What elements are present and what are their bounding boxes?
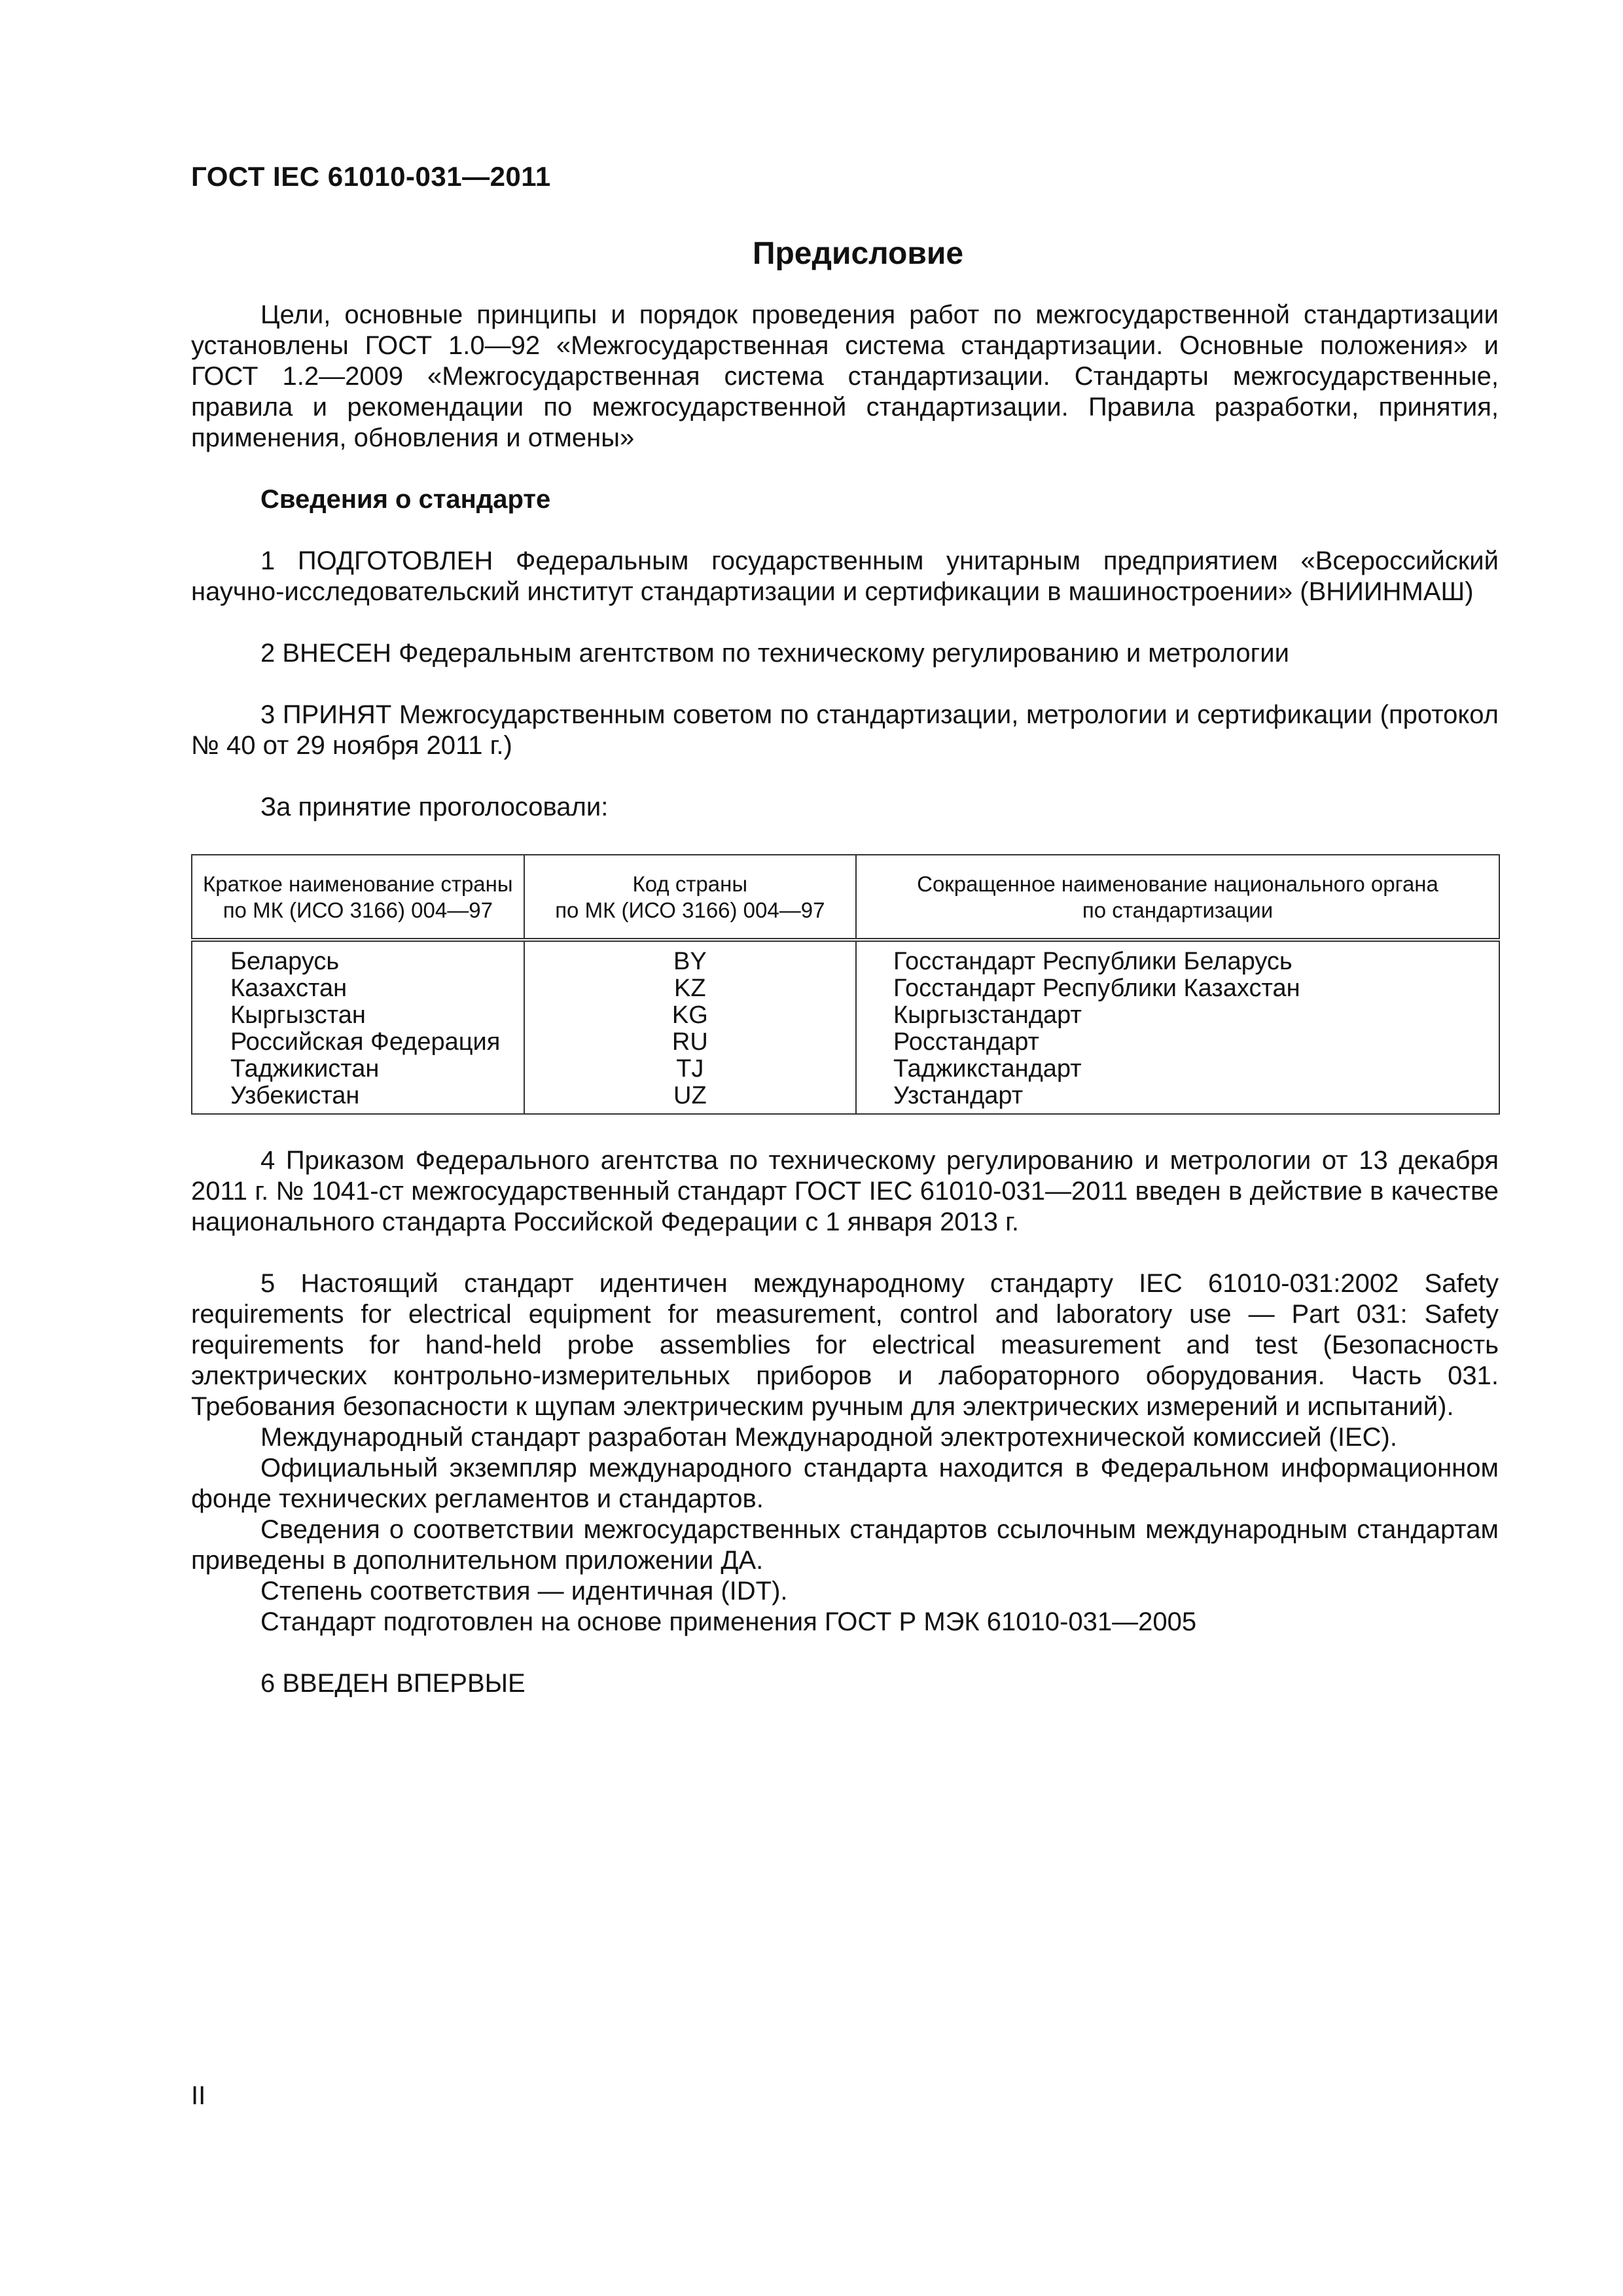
table-row <box>192 1056 1499 1083</box>
item-3-paragraph: 3 ПРИНЯТ Межгосударственным советом по стандартизации, метрологии и сертификации (протокол № 40 от 29 ноября 2011 г.) <box>191 700 1499 760</box>
header-country-name: Краткое наименование страны по МК (ИСО 3166) 004—97 <box>192 855 524 940</box>
country-name-cell: Беларусь <box>192 940 524 975</box>
item-5-paragraph: 5 Настоящий стандарт идентичен международному стандарту IEC 61010-031:2002 Safety requirements for electrical equipment for measurement, control and laboratory use — Part 031: Safety requirements for hand-held probe assemblies for electrical measurement and test (Безопасность электрических контрольно-измерительных приборов и лабораторного оборудования. Часть 031. Требования безопасности к щупам электрическим ручным для электрических измерений и испытаний). <box>191 1269 1499 1421</box>
country-name-cell: Российская Федерация <box>192 1029 524 1056</box>
national-body-cell: Кыргызстандарт <box>856 1002 1499 1029</box>
item-6-paragraph: 6 ВВЕДЕН ВПЕРВЫЕ <box>260 1669 526 1698</box>
national-body-cell: Госстандарт Республики Беларусь <box>856 940 1499 975</box>
item-2-paragraph: 2 ВНЕСЕН Федеральным агентством по техническому регулированию и метрологии <box>260 639 1289 668</box>
item-5-official-copy-paragraph: Официальный экземпляр международного стандарта находится в Федеральном информационном фонде технических регламентов и стандартов. <box>191 1454 1499 1513</box>
country-code-cell: TJ <box>524 1056 856 1083</box>
country-code-cell: UZ <box>524 1083 856 1114</box>
table-row <box>192 975 1499 1002</box>
running-header: ГОСТ IEC 61010-031—2011 <box>191 161 551 192</box>
country-code-cell: KG <box>524 1002 856 1029</box>
table-header-row <box>192 855 1499 940</box>
item-5-origin-paragraph: Международный стандарт разработан Международной электротехнической комиссией (IEC). <box>260 1423 1397 1452</box>
page-number: II <box>191 2081 206 2110</box>
country-code-cell: BY <box>524 940 856 975</box>
item-5-correspondence-paragraph: Сведения о соответствии межгосударственных стандартов ссылочным международным стандартам приведены в дополнительном приложении ДА. <box>191 1515 1499 1575</box>
national-body-cell: Узстандарт <box>856 1083 1499 1114</box>
national-body-cell: Госстандарт Республики Казахстан <box>856 975 1499 1002</box>
table-row <box>192 1083 1499 1114</box>
item-1-paragraph: 1 ПОДГОТОВЛЕН Федеральным государственным унитарным предприятием «Всероссийский научно-исследовательский институт стандартизации и сертификации в машиностроении» (ВНИИНМАШ) <box>191 547 1499 606</box>
table-row <box>192 1002 1499 1029</box>
country-name-cell: Таджикистан <box>192 1056 524 1083</box>
table-row <box>192 940 1499 975</box>
country-code-cell: KZ <box>524 975 856 1002</box>
voted-label: За принятие проголосовали: <box>260 793 609 821</box>
national-body-cell: Росстандарт <box>856 1029 1499 1056</box>
page-body <box>191 234 1499 1699</box>
table-row <box>192 1029 1499 1056</box>
national-body-cell: Таджикстандарт <box>856 1056 1499 1083</box>
voting-countries-table <box>191 854 1500 1115</box>
country-name-cell: Узбекистан <box>192 1083 524 1114</box>
header-country-code: Код страны по МК (ИСО 3166) 004—97 <box>524 855 856 940</box>
page-title: Предисловие <box>752 236 964 271</box>
header-national-body: Сокращенное наименование национального органа по стандартизации <box>856 855 1499 940</box>
item-4-paragraph: 4 Приказом Федерального агентства по техническому регулированию и метрологии от 13 декабря 2011 г. № 1041-ст межгосударственный стандарт ГОСТ IEC 61010-031—2011 введен в действие в качестве национального стандарта Российской Федерации с 1 января 2013 г. <box>191 1146 1499 1236</box>
section-heading: Сведения о стандарте <box>260 485 551 514</box>
country-name-cell: Казахстан <box>192 975 524 1002</box>
item-5-degree-paragraph: Степень соответствия — идентичная (IDT). <box>260 1577 788 1605</box>
country-name-cell: Кыргызстан <box>192 1002 524 1029</box>
item-5-basis-paragraph: Стандарт подготовлен на основе применения ГОСТ Р МЭК 61010-031—2005 <box>260 1607 1197 1636</box>
intro-paragraph: Цели, основные принципы и порядок проведения работ по межгосударственной стандартизации установлены ГОСТ 1.0—92 «Межгосударственная система стандартизации. Основные положения» и ГОСТ 1.2—2009 «Межгосударственная система стандартизации. Стандарты межгосударственные, правила и рекомендации по межгосударственной стандартизации. Правила разработки, принятия, применения, обновления и отмены» <box>191 300 1499 452</box>
country-code-cell: RU <box>524 1029 856 1056</box>
